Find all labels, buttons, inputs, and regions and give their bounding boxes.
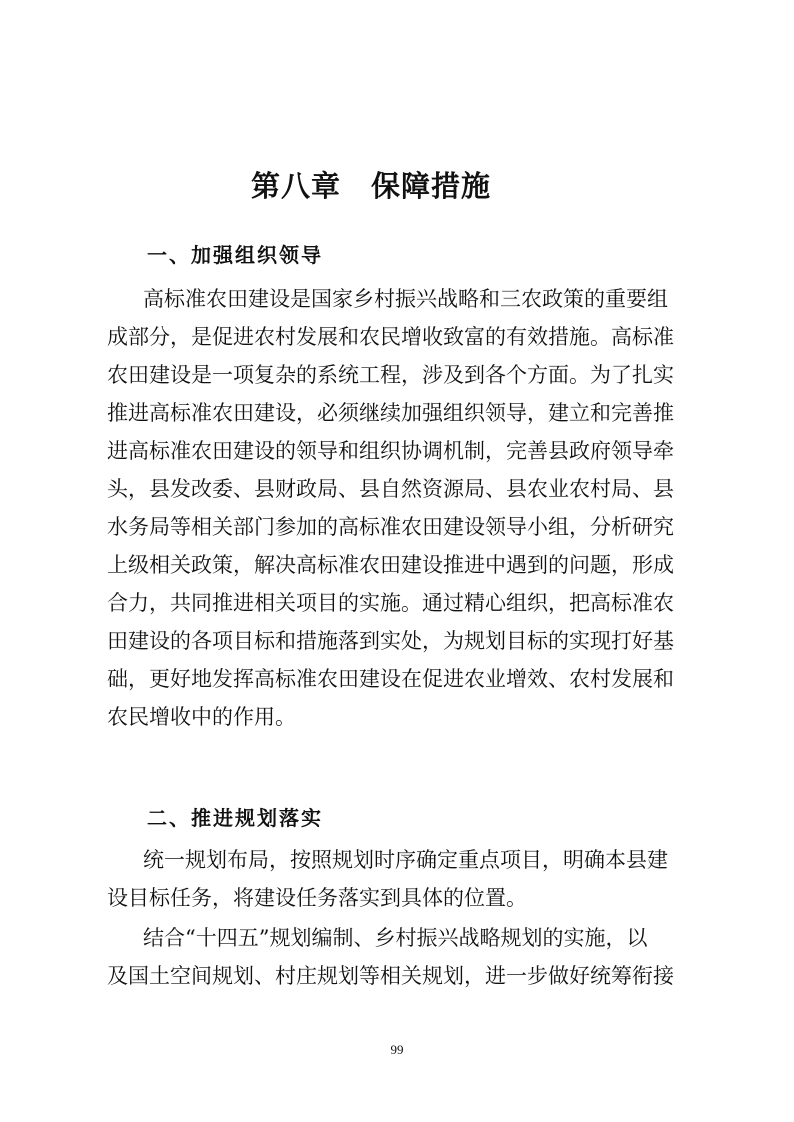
text-line: 推进高标准农田建设，必须继续加强组织领导，建立和完善推 [107, 401, 674, 425]
text-line: 头，县发改委、县财政局、县自然资源局、县农业农村局、县 [107, 477, 674, 501]
chapter-title: 第八章 保障措施 [250, 169, 491, 203]
section-heading-2: 二、推进规划落实 [147, 806, 323, 830]
text-line: 结合“十四五”规划编制、乡村振兴战略规划的实施，以 [143, 926, 648, 950]
text-line: 统一规划布局，按照规划时序确定重点项目，明确本县建 [143, 848, 668, 872]
text-line: 合力，共同推进相关项目的实施。通过精心组织，把高标准农 [107, 591, 674, 615]
text-line: 水务局等相关部门参加的高标准农田建设领导小组，分析研究 [107, 515, 674, 539]
text-line: 田建设的各项目标和措施落到实处，为规划目标的实现打好基 [107, 629, 674, 653]
text-line: 上级相关政策，解决高标准农田建设推进中遇到的问题，形成 [107, 553, 674, 577]
text-line: 进高标准农田建设的领导和组织协调机制，完善县政府领导牵 [107, 439, 674, 463]
text-line: 农田建设是一项复杂的系统工程，涉及到各个方面。为了扎实 [107, 363, 674, 387]
text-line: 础，更好地发挥高标准农田建设在促进农业增效、农村发展和 [107, 667, 674, 691]
text-line: 成部分，是促进农村发展和农民增收致富的有效措施。高标准 [107, 325, 674, 349]
text-line: 及国土空间规划、村庄规划等相关规划，进一步做好统筹衔接 [107, 964, 674, 988]
text-line: 设目标任务，将建设任务落实到具体的位置。 [107, 886, 527, 910]
page-number: 99 [390, 1042, 404, 1057]
text-line: 农民增收中的作用。 [107, 705, 296, 729]
text-line: 高标准农田建设是国家乡村振兴战略和三农政策的重要组 [143, 287, 668, 311]
section-heading-1: 一、加强组织领导 [147, 243, 323, 267]
